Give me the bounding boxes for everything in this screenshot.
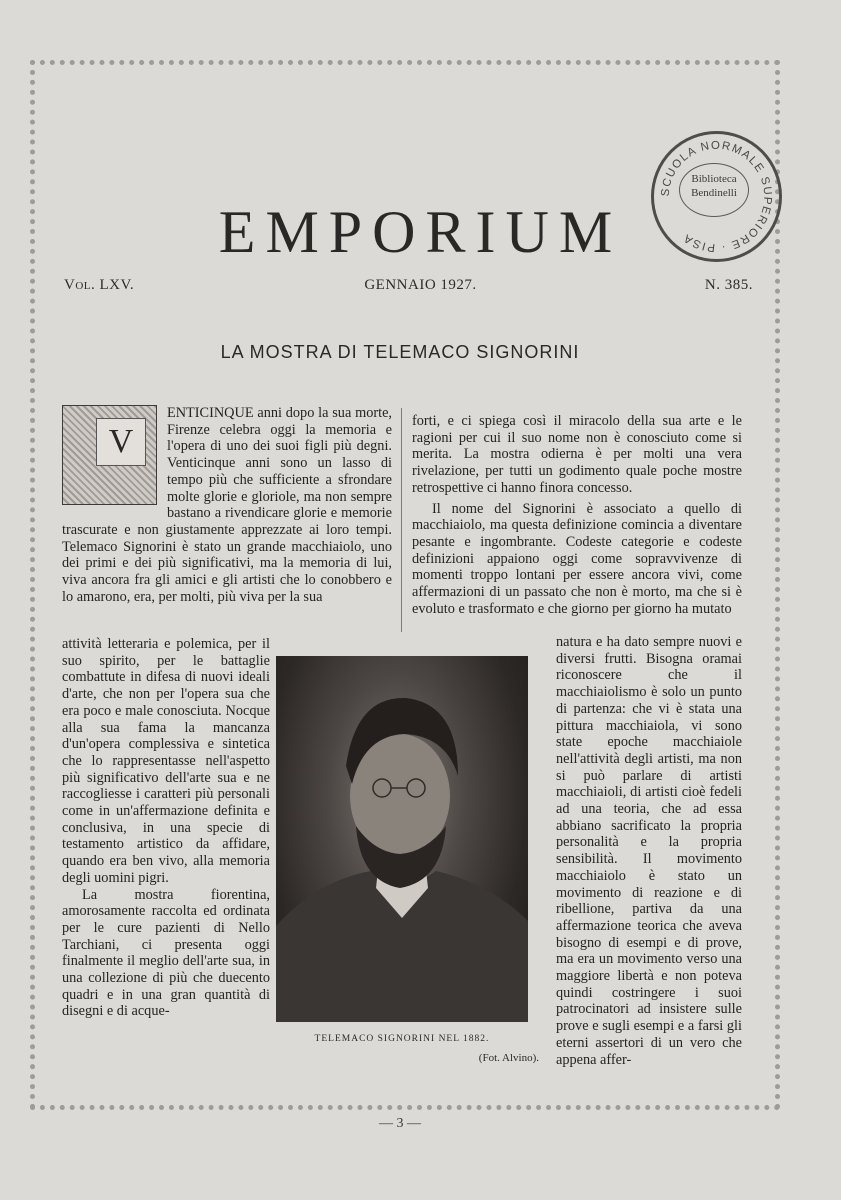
paragraph-2: La mostra fiorentina, amorosamente raccolta ed ordinata per le cure pazienti di Nello Tarchiani, ci presenta oggi finalmente il meglio dell'arte sua, in una collezione di più che duecento quadri e in una gran quantità di disegni e di acque-	[62, 886, 270, 1020]
paragraph-1-continued: attività letteraria e polemica, per il suo spirito, per le battaglie combattute in difesa di nuovi ideali d'arte, che non per l'opera sua che era poco e male conosciuta. Nocque alla sua fama la mancanza d'un'opera complessiva e sintetica che lo rappresentasse nell'aspetto più significativo dell'arte sua e ne raccogliesse i caratteri più personali come in un'affermazione definita e conclusiva, in una specie di testamento artistico da affidare, quando era ben vivo, alla memoria degli uomini pigri.	[62, 636, 270, 886]
portrait-photo	[276, 656, 528, 1022]
paragraph-4-continued: natura e ha dato sempre nuovi e diversi frutti. Bisogna oramai riconoscere che il macchiaiolismo è solo un punto di partenza: che vi è stata una pittura macchiaiola, vi sono state epoche macchiaiole nell'attività degli artisti, ma non si può parlare di artisti macchiaioli, di artisti cioè fedeli ad una teoria, che ad essa abbiano sacrificato la propria personalità e la propria sensibilità. Il movimento macchiaiolo è stato un movimento di reazione e di ribellione, partiva da una affermazione teorica che aveva bisogno di esempi e di prove, ma era un movimento verso una maggiore libertà e non poteva quindi costringere i suoi patrocinatori ad insistere sulle prove e sugli esempi e a farsi gli eterni assertori di un vero che appena affer-	[556, 634, 742, 1068]
paragraph-4: Il nome del Signorini è associato a quello di macchiaiolo, ma questa definizione comincia a diventare pesante e ingombrante. Codeste categorie e codeste definizioni appaiono oggi come sopravvivenze di momenti troppo lontani per essere ancora vivi, come affermazioni di un passato che non è morto, ma che si è evoluto e trasformato e che giorno per giorno ha mutato	[412, 500, 742, 617]
paragraph-1: ENTICINQUE anni dopo la sua morte, Firenze celebra oggi la memoria e l'opera di uno dei suoi figli più degni. Venticinque anni sono un lasso di tempo più che sufficiente a sfrondare molte glorie e gloriole, ma non sempre bastano a rivendicare glorie e memorie trascurate e non giustamente apprezzate ai loro tempi. Telemaco Signorini è stato un grande macchiaiolo, uno dei primi e dei più significativi, ma la memoria di lui, viva ancora fra gli amici e gli artisti che lo conobbero e lo amarono, era, per molti, più viva per la sua	[62, 405, 392, 605]
column-right-upper	[412, 413, 742, 617]
issue-number: N. 385.	[704, 277, 753, 293]
portrait-illustration	[276, 656, 528, 1022]
column-left-lower	[62, 636, 270, 1020]
column-right-lower	[556, 634, 742, 1068]
volume-label: Vol. LXV.	[64, 277, 135, 293]
library-stamp	[651, 131, 782, 262]
stamp-line-1: Biblioteca	[691, 173, 737, 185]
issue-date: GENNAIO 1927.	[364, 277, 477, 293]
column-left-upper	[62, 405, 392, 605]
photo-credit: (Fot. Alvino).	[478, 1052, 539, 1064]
paragraph-3: forti, e ci spiega così il miracolo della sua arte e le ragioni per cui il suo nome non è conosciuto come si merita. La mostra odierna è per molti una vera rivelazione, per tutti un godimento quale poche mostre retrospettive ci hanno finora concesso.	[412, 413, 742, 496]
column-divider	[401, 408, 402, 632]
article-heading: LA MOSTRA DI TELEMACO SIGNORINI	[220, 342, 580, 362]
magazine-title: EMPORIUM	[218, 199, 623, 265]
page-number: — 3 —	[379, 1116, 421, 1131]
stamp-ring-text: SCUOLA NORMALE SUPERIORE · PISA	[659, 139, 774, 254]
figure-caption: TELEMACO SIGNORINI NEL 1882.	[314, 1034, 490, 1044]
stamp-center	[679, 163, 749, 217]
drop-cap-letter: V	[96, 418, 146, 466]
ornamental-drop-cap	[62, 405, 157, 505]
stamp-line-2: Bendinelli	[691, 187, 737, 199]
